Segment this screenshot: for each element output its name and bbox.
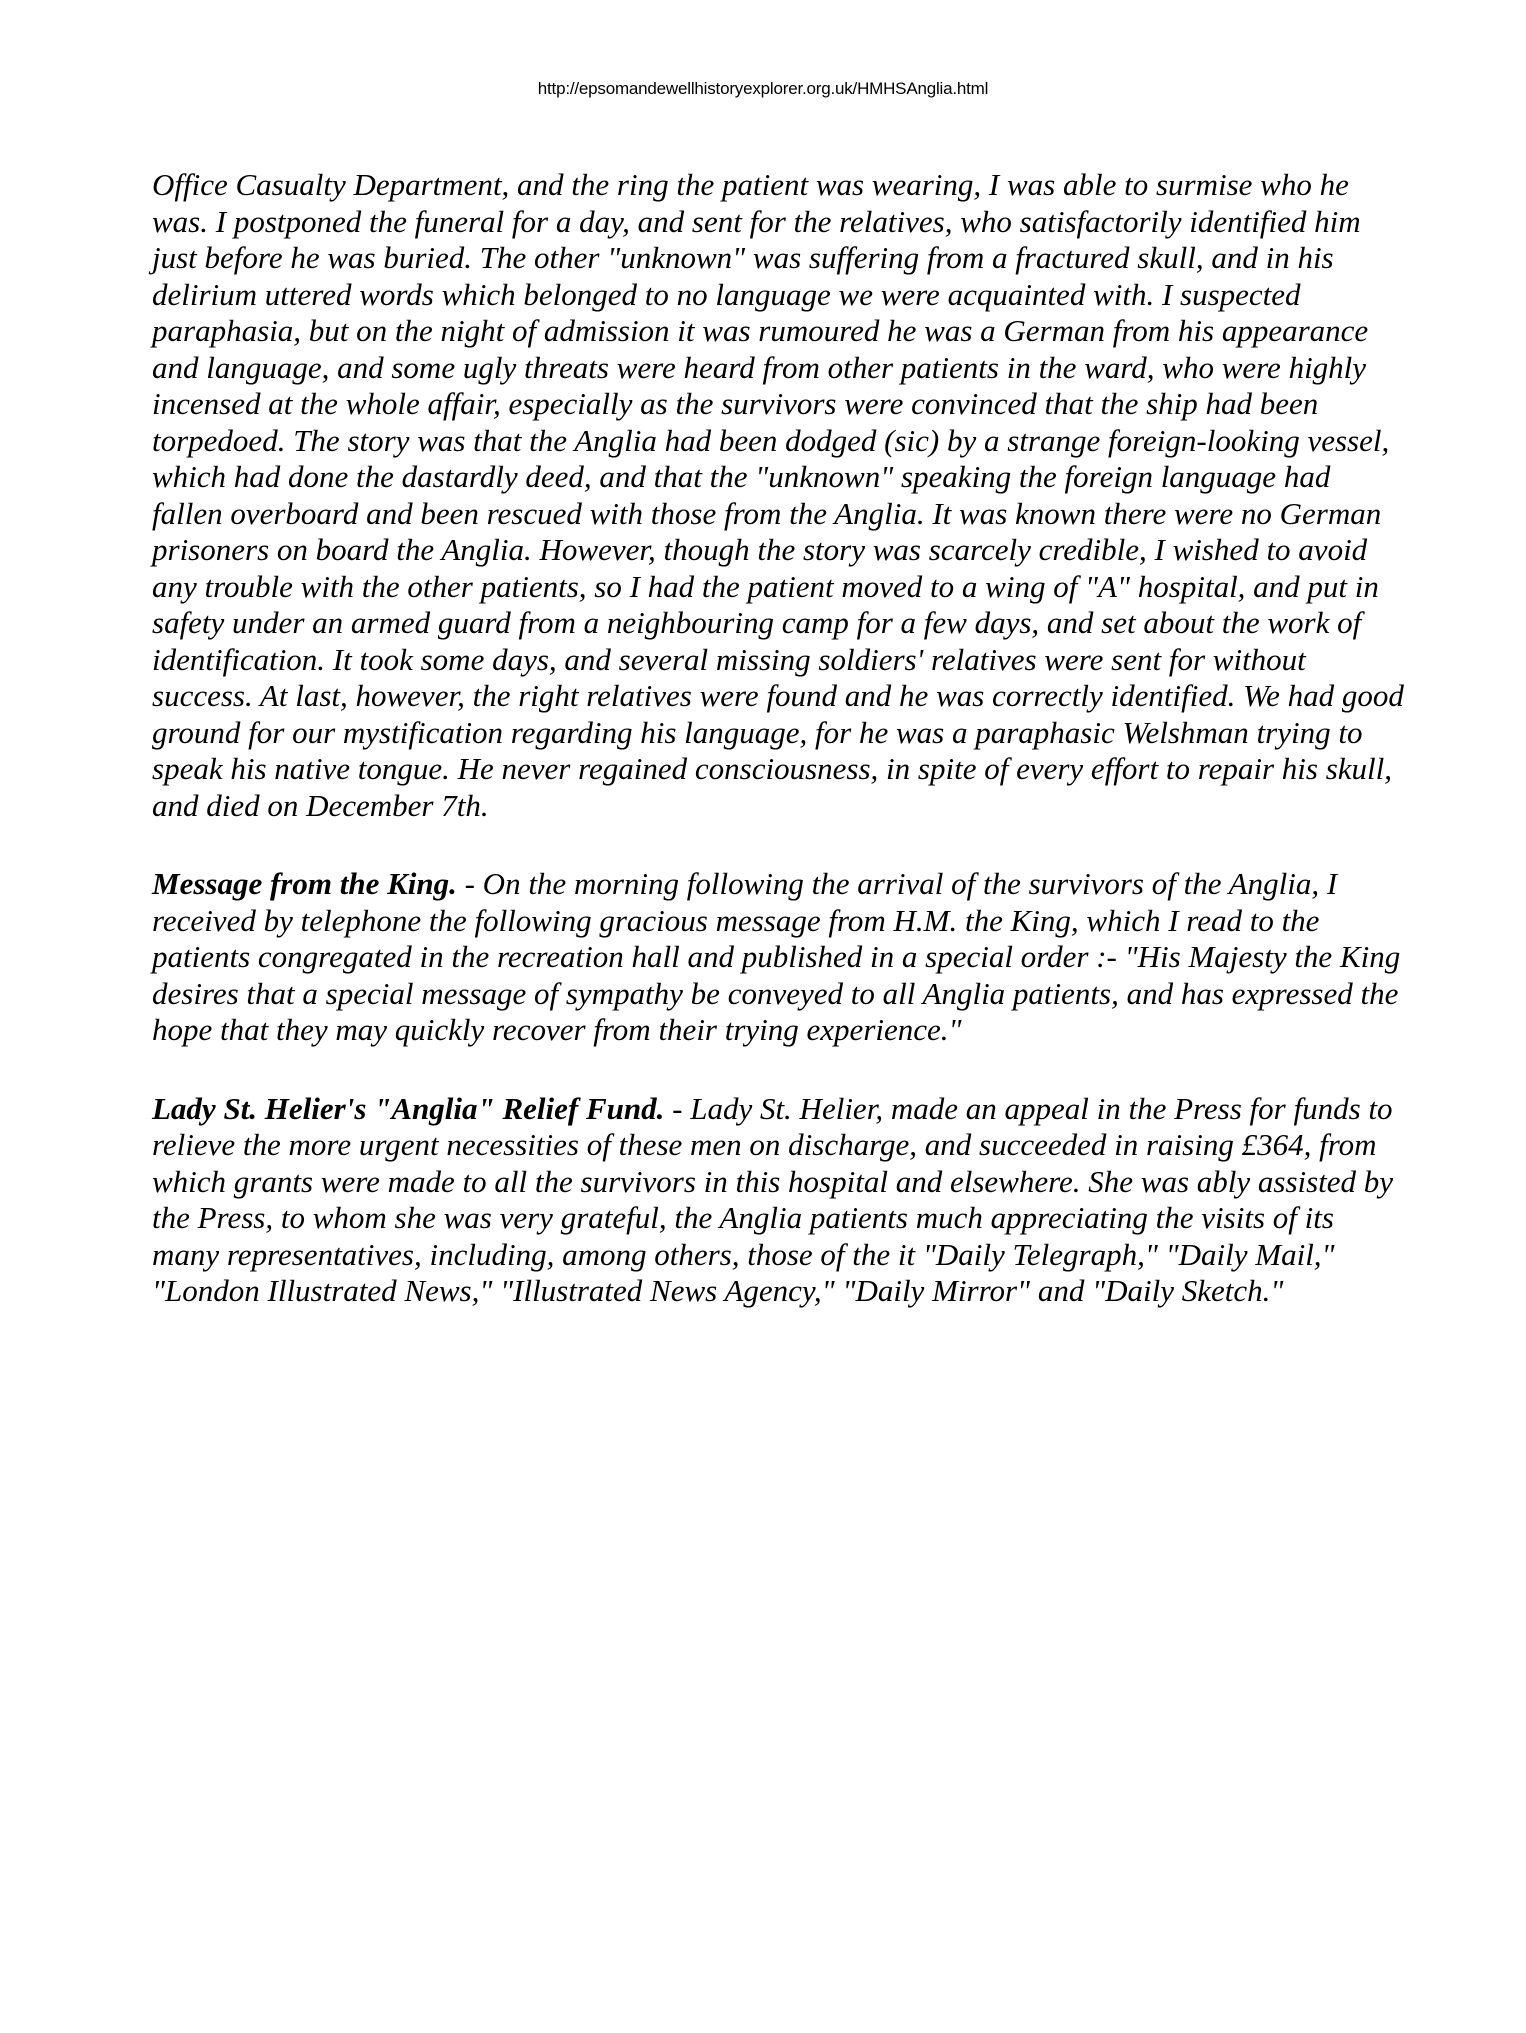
page-url-header: http://epsomandewellhistoryexplorer.org.uk/HMHSAnglia.html <box>537 79 989 98</box>
paragraph <box>152 167 1408 824</box>
paragraph-text: Office Casualty Department, and the ring the patient was wearing, I was able to surmise who he was. I postponed the funeral for a day, and sent for the relatives, who satisfactorily identified him just before he was buried. The other "unknown" was suffering from a fractured skull, and in his delirium uttered words which belonged to no language we were acquainted with. I suspected paraphasia, but on the night of admission it was rumoured he was a German from his appearance and language, and some ugly threats were heard from other patients in the ward, who were highly incensed at the whole affair, especially as the survivors were convinced that the ship had been torpedoed. The story was that the Anglia had been dodged (sic) by a strange foreign-looking vessel, which had done the dastardly deed, and that the "unknown" speaking the foreign language had fallen overboard and been rescued with those from the Anglia. It was known there were no German prisoners on board the Anglia. However, though the story was scarcely credible, I wished to avoid any trouble with the other patients, so I had the patient moved to a wing of "A" hospital, and put in safety under an armed guard from a neighbouring camp for a few days, and set about the work of identification. It took some days, and several missing soldiers' relatives were sent for without success. At last, however, the right relatives were found and he was correctly identified. We had good ground for our mystification regarding his language, for he was a paraphasic Welshman trying to speak his native tongue. He never regained consciousness, in spite of every effort to repair his skull, and died on December 7th. <box>152 167 1404 823</box>
paragraph-text: - On the morning following the arrival of the survivors of the Anglia, I received by telephone the following gracious message from H.M. the King, which I read to the patients congregated in the recreation hall and published in a special order :- "His Majesty the King desires that a special message of sympathy be conveyed to all Anglia patients, and has expressed the hope that they may quickly recover from their trying experience." <box>152 866 1401 1047</box>
paragraph-lead-lady-st-heliers-relief-fund: Lady St. Helier's "Anglia" Relief Fund. <box>152 1090 665 1126</box>
document-body <box>152 167 1408 1352</box>
paragraph-text: - Lady St. Helier, made an appeal in the Press for funds to relieve the more urgent necessities of these men on discharge, and succeeded in raising £364, from which grants were made to all the survivors in this hospital and elsewhere. She was ably assisted by the Press, to whom she was very grateful, the Anglia patients much appreciating the visits of its many representatives, including, among others, those of the it "Daily Telegraph," "Daily Mail," "London Illustrated News," "Illustrated News Agency," "Daily Mirror" and "Daily Sketch." <box>152 1090 1394 1308</box>
paragraph <box>152 1091 1408 1310</box>
paragraph-lead-message-from-the-king: Message from the King. <box>152 866 457 901</box>
paragraph <box>152 866 1408 1049</box>
